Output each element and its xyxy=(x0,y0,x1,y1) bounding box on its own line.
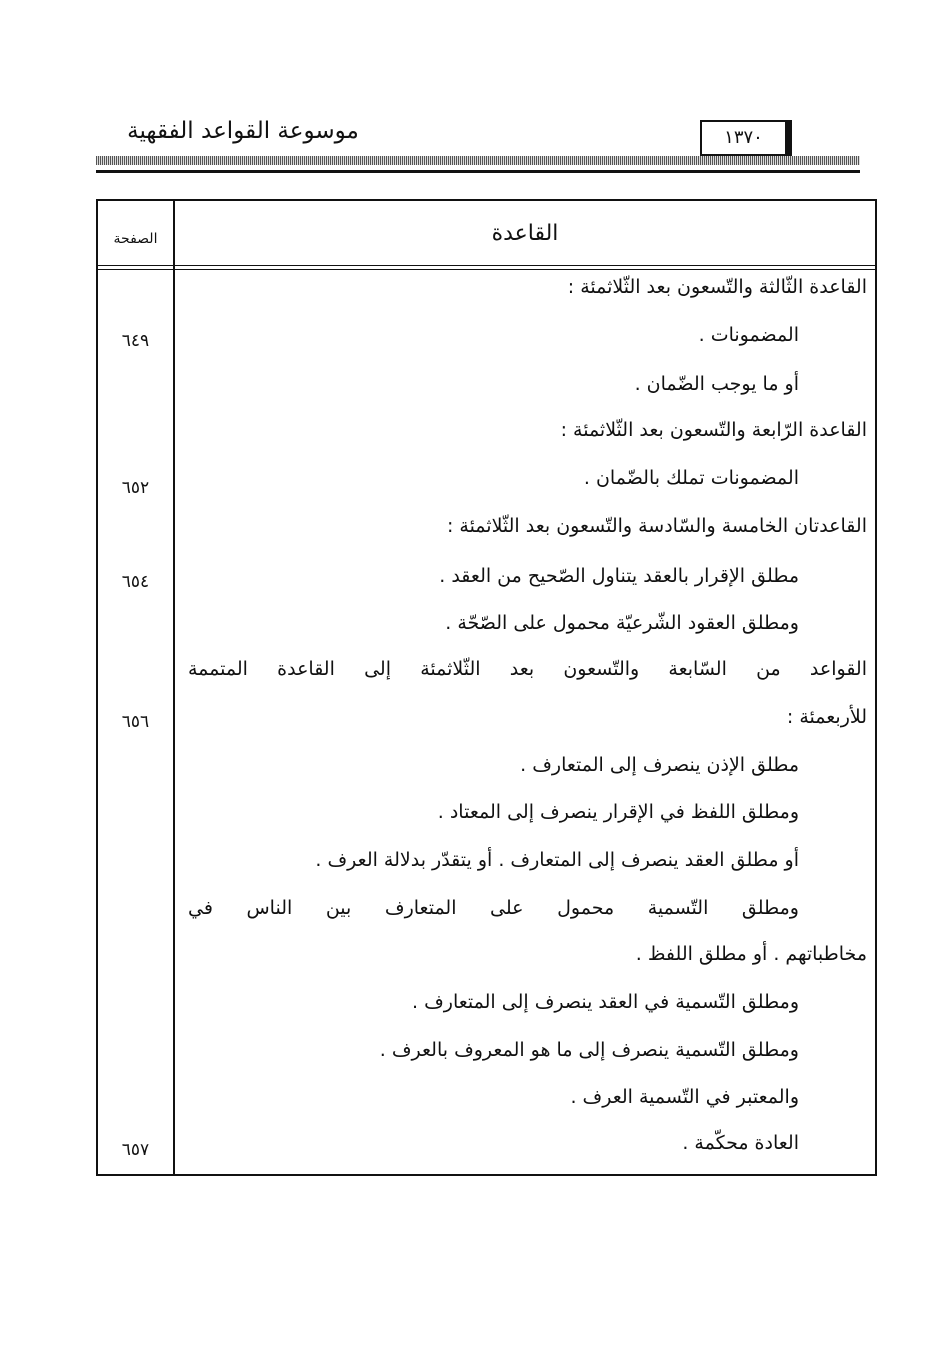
page-reference: ٦٤٩ xyxy=(121,331,150,351)
page-reference: ٦٥٢ xyxy=(121,478,150,498)
rule-line: القاعدة الرّابعة والتّسعون بعد الثّلاثمئة : xyxy=(560,419,867,441)
table-header-rule xyxy=(98,265,875,270)
rule-line: والمعتبر في التّسمية العرف . xyxy=(570,1086,799,1108)
rule-line: مطلق الإذن ينصرف إلى المتعارف . xyxy=(520,754,799,776)
page-reference: ٦٥٧ xyxy=(121,1140,150,1160)
rule-line: ومطلق اللفظ في الإقرار ينصرف إلى المعتاد . xyxy=(437,801,799,823)
rule-line: العادة محكّمة . xyxy=(682,1132,799,1154)
rule-line: ومطلق العقود الشّرعيّة محمول على الصّحّة . xyxy=(445,612,799,634)
rule-line: القاعدتان الخامسة والسّادسة والتّسعون بعد الثّلاثمئة : xyxy=(446,515,867,537)
rule-line: ومطلق التّسمية في العقد ينصرف إلى المتعارف . xyxy=(412,991,799,1013)
page-reference: ٦٥٦ xyxy=(121,712,150,732)
header-rule-line xyxy=(96,170,860,173)
rule-line: أو ما يوجب الضّمان . xyxy=(634,373,799,395)
rule-line: للأربعمئة : xyxy=(786,706,867,728)
page-number: ١٣٧٠ xyxy=(700,120,792,156)
rule-line: المضمونات . xyxy=(698,324,799,346)
rule-line: القواعد من السّابعة والتّسعون بعد الثّلاثمئة إلى القاعدة المتممة xyxy=(188,658,867,680)
rule-line: أو مطلق العقد ينصرف إلى المتعارف . أو يتقدّر بدلالة العرف . xyxy=(315,849,799,871)
index-table xyxy=(96,199,877,1176)
rule-line: المضمونات تملك بالضّمان . xyxy=(583,467,799,489)
rule-line: القاعدة الثّالثة والتّسعون بعد الثّلاثمئة : xyxy=(567,276,867,298)
book-title: موسوعة القواعد الفقهية xyxy=(127,118,359,144)
rule-line: ومطلق التّسمية ينصرف إلى ما هو المعروف بالعرف . xyxy=(379,1039,799,1061)
page-reference: ٦٥٤ xyxy=(121,572,150,592)
header-decorative-rule xyxy=(96,156,860,165)
rule-line: مطلق الإقرار بالعقد يتناول الصّحيح من العقد . xyxy=(439,565,799,587)
page-column-header: الصفحة xyxy=(113,231,158,247)
column-divider xyxy=(173,201,175,1174)
rule-line: مخاطباتهم . أو مطلق اللفظ . xyxy=(635,943,867,965)
rule-line: ومطلق التّسمية محمول على المتعارف بين الناس في xyxy=(188,897,799,919)
rule-column-header: القاعدة xyxy=(491,221,559,246)
